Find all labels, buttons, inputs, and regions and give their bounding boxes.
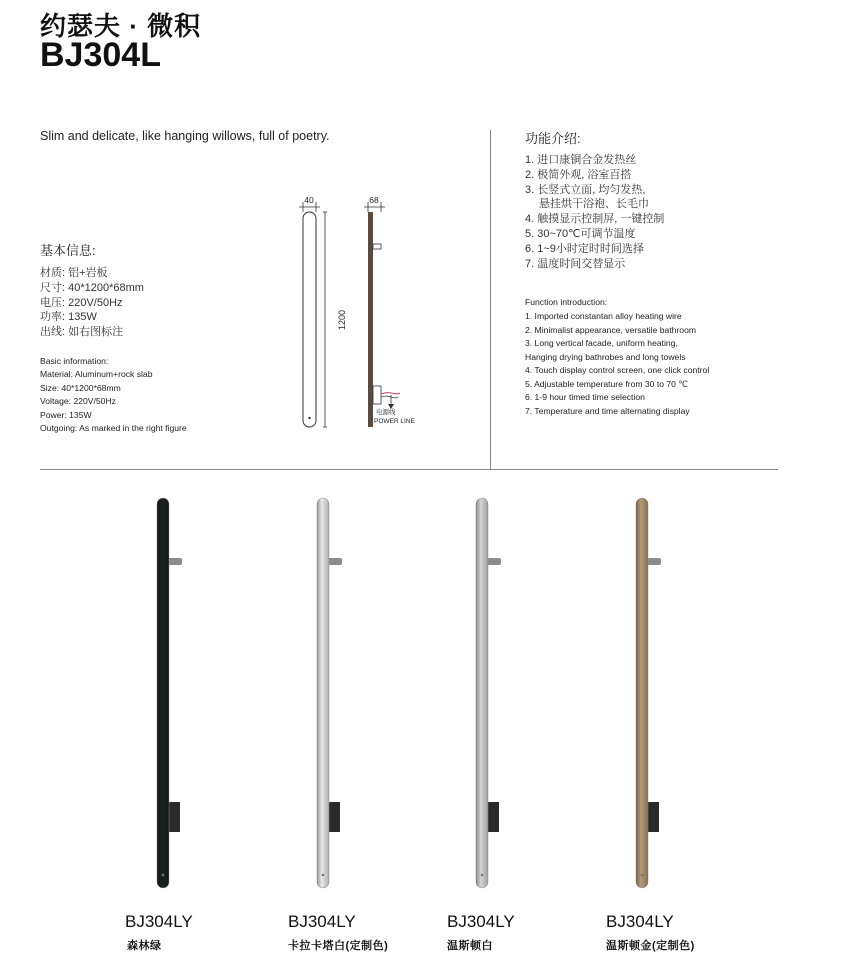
product-model: BJ304LY <box>606 912 674 931</box>
indicator-dot <box>641 874 644 877</box>
function-cn-item: 悬挂烘干浴袍、长毛巾 <box>539 198 649 211</box>
product-color-name: 卡拉卡塔白(定制色) <box>288 940 389 952</box>
function-cn-item: 7. 温度时间交替显示 <box>525 257 626 270</box>
top-bracket <box>328 558 342 565</box>
basic-info-cn-item: 电压: 220V/50Hz <box>40 296 123 309</box>
basic-info-en-item: Material: Aluminum+rock slab <box>40 369 153 379</box>
function-cn-item: 5. 30~70℃可调节温度 <box>525 227 636 240</box>
function-cn-item: 4. 触摸显示控制屏, 一键控制 <box>525 213 665 226</box>
product-color-name: 温斯顿白 <box>447 940 493 952</box>
tagline: Slim and delicate, like hanging willows, full of poetry. <box>40 129 330 143</box>
top-bracket <box>487 558 501 565</box>
radiator-image <box>476 498 501 888</box>
function-cn-item: 1. 进口康铜合金发热丝 <box>525 154 637 166</box>
function-en-item: Hanging drying bathrobes and long towels <box>525 351 686 362</box>
function-en-item: 4. Touch display control screen, one click control <box>525 365 710 375</box>
basic-info-en-title: Basic information: <box>40 356 109 366</box>
basic-info-cn-list <box>40 266 144 340</box>
basic-info-en-list <box>40 368 187 436</box>
radiator-shading <box>636 498 648 888</box>
basic-info-en-item: Voltage: 220V/50Hz <box>40 396 116 406</box>
function-en-title: Function introduction: <box>525 297 608 307</box>
indicator-dot <box>481 874 484 877</box>
height-dimension-label: 1200 <box>337 309 347 331</box>
basic-info-cn-item: 功率: 135W <box>40 311 97 324</box>
product-model: BJ304LY <box>288 912 356 931</box>
radiator-shading <box>317 498 329 888</box>
radiator-image <box>157 498 182 888</box>
power-line-cn-label: 电源线 <box>376 408 396 416</box>
basic-info-cn-title: 基本信息: <box>40 243 96 258</box>
radiator-shading <box>157 498 169 888</box>
front-view <box>299 202 327 427</box>
radiator-shading <box>476 498 488 888</box>
function-cn-title: 功能介绍: <box>525 131 581 146</box>
basic-info-cn-item: 出线: 如右图标注 <box>40 326 124 339</box>
function-cn-item: 3. 长竖式立面, 均匀发热, <box>525 183 646 196</box>
function-cn-item: 2. 极简外观, 浴室百搭 <box>525 168 632 181</box>
depth-dimension-label: 68 <box>369 195 379 205</box>
basic-info-en-item: Size: 40*1200*68mm <box>40 382 121 393</box>
product-color-name: 温斯顿金(定制色) <box>606 940 695 952</box>
top-bracket <box>168 558 182 565</box>
product-model: BJ304LY <box>125 912 193 931</box>
product-color-name: 森林绿 <box>127 940 162 952</box>
horizontal-divider <box>40 469 778 470</box>
control-box <box>487 802 499 832</box>
control-box <box>168 802 180 832</box>
function-en-item: 6. 1-9 hour timed time selection <box>525 392 645 402</box>
side-view <box>364 202 400 427</box>
function-en-item: 1. Imported constantan alloy heating wire <box>525 311 682 321</box>
indicator-dot <box>162 874 165 877</box>
dimension-diagram <box>290 190 440 440</box>
brand-title: 约瑟夫 · 微积 <box>40 11 202 41</box>
control-box <box>328 802 340 832</box>
product-model: BJ304LY <box>447 912 515 931</box>
function-en-item: 5. Adjustable temperature from 30 to 70 ℃ <box>525 378 688 389</box>
function-cn-item: 6. 1~9小时定时时间选择 <box>525 242 644 255</box>
product-gallery <box>120 490 740 900</box>
radiator-image <box>636 498 661 888</box>
width-dimension-label: 40 <box>304 195 314 205</box>
vertical-divider <box>490 130 491 470</box>
radiator-image <box>317 498 342 888</box>
basic-info-en-item: Outgoing: As marked in the right figure <box>40 423 187 433</box>
function-en-list <box>525 310 709 418</box>
function-cn-list <box>525 153 664 271</box>
basic-info-en-item: Power: 135W <box>40 409 92 420</box>
indicator-dot <box>322 874 325 877</box>
power-line-en-label: POWER LINE <box>374 418 415 425</box>
control-box <box>647 802 659 832</box>
function-en-item: 2. Minimalist appearance, versatile bathroom <box>525 324 697 335</box>
top-bracket <box>647 558 661 565</box>
function-en-item: 3. Long vertical facade, uniform heating, <box>525 338 678 348</box>
model-title: BJ304L <box>40 36 161 74</box>
function-en-item: 7. Temperature and time alternating display <box>525 405 690 416</box>
basic-info-cn-item: 材质: 铝+岩板 <box>40 267 108 279</box>
basic-info-cn-item: 尺寸: 40*1200*68mm <box>40 281 144 294</box>
